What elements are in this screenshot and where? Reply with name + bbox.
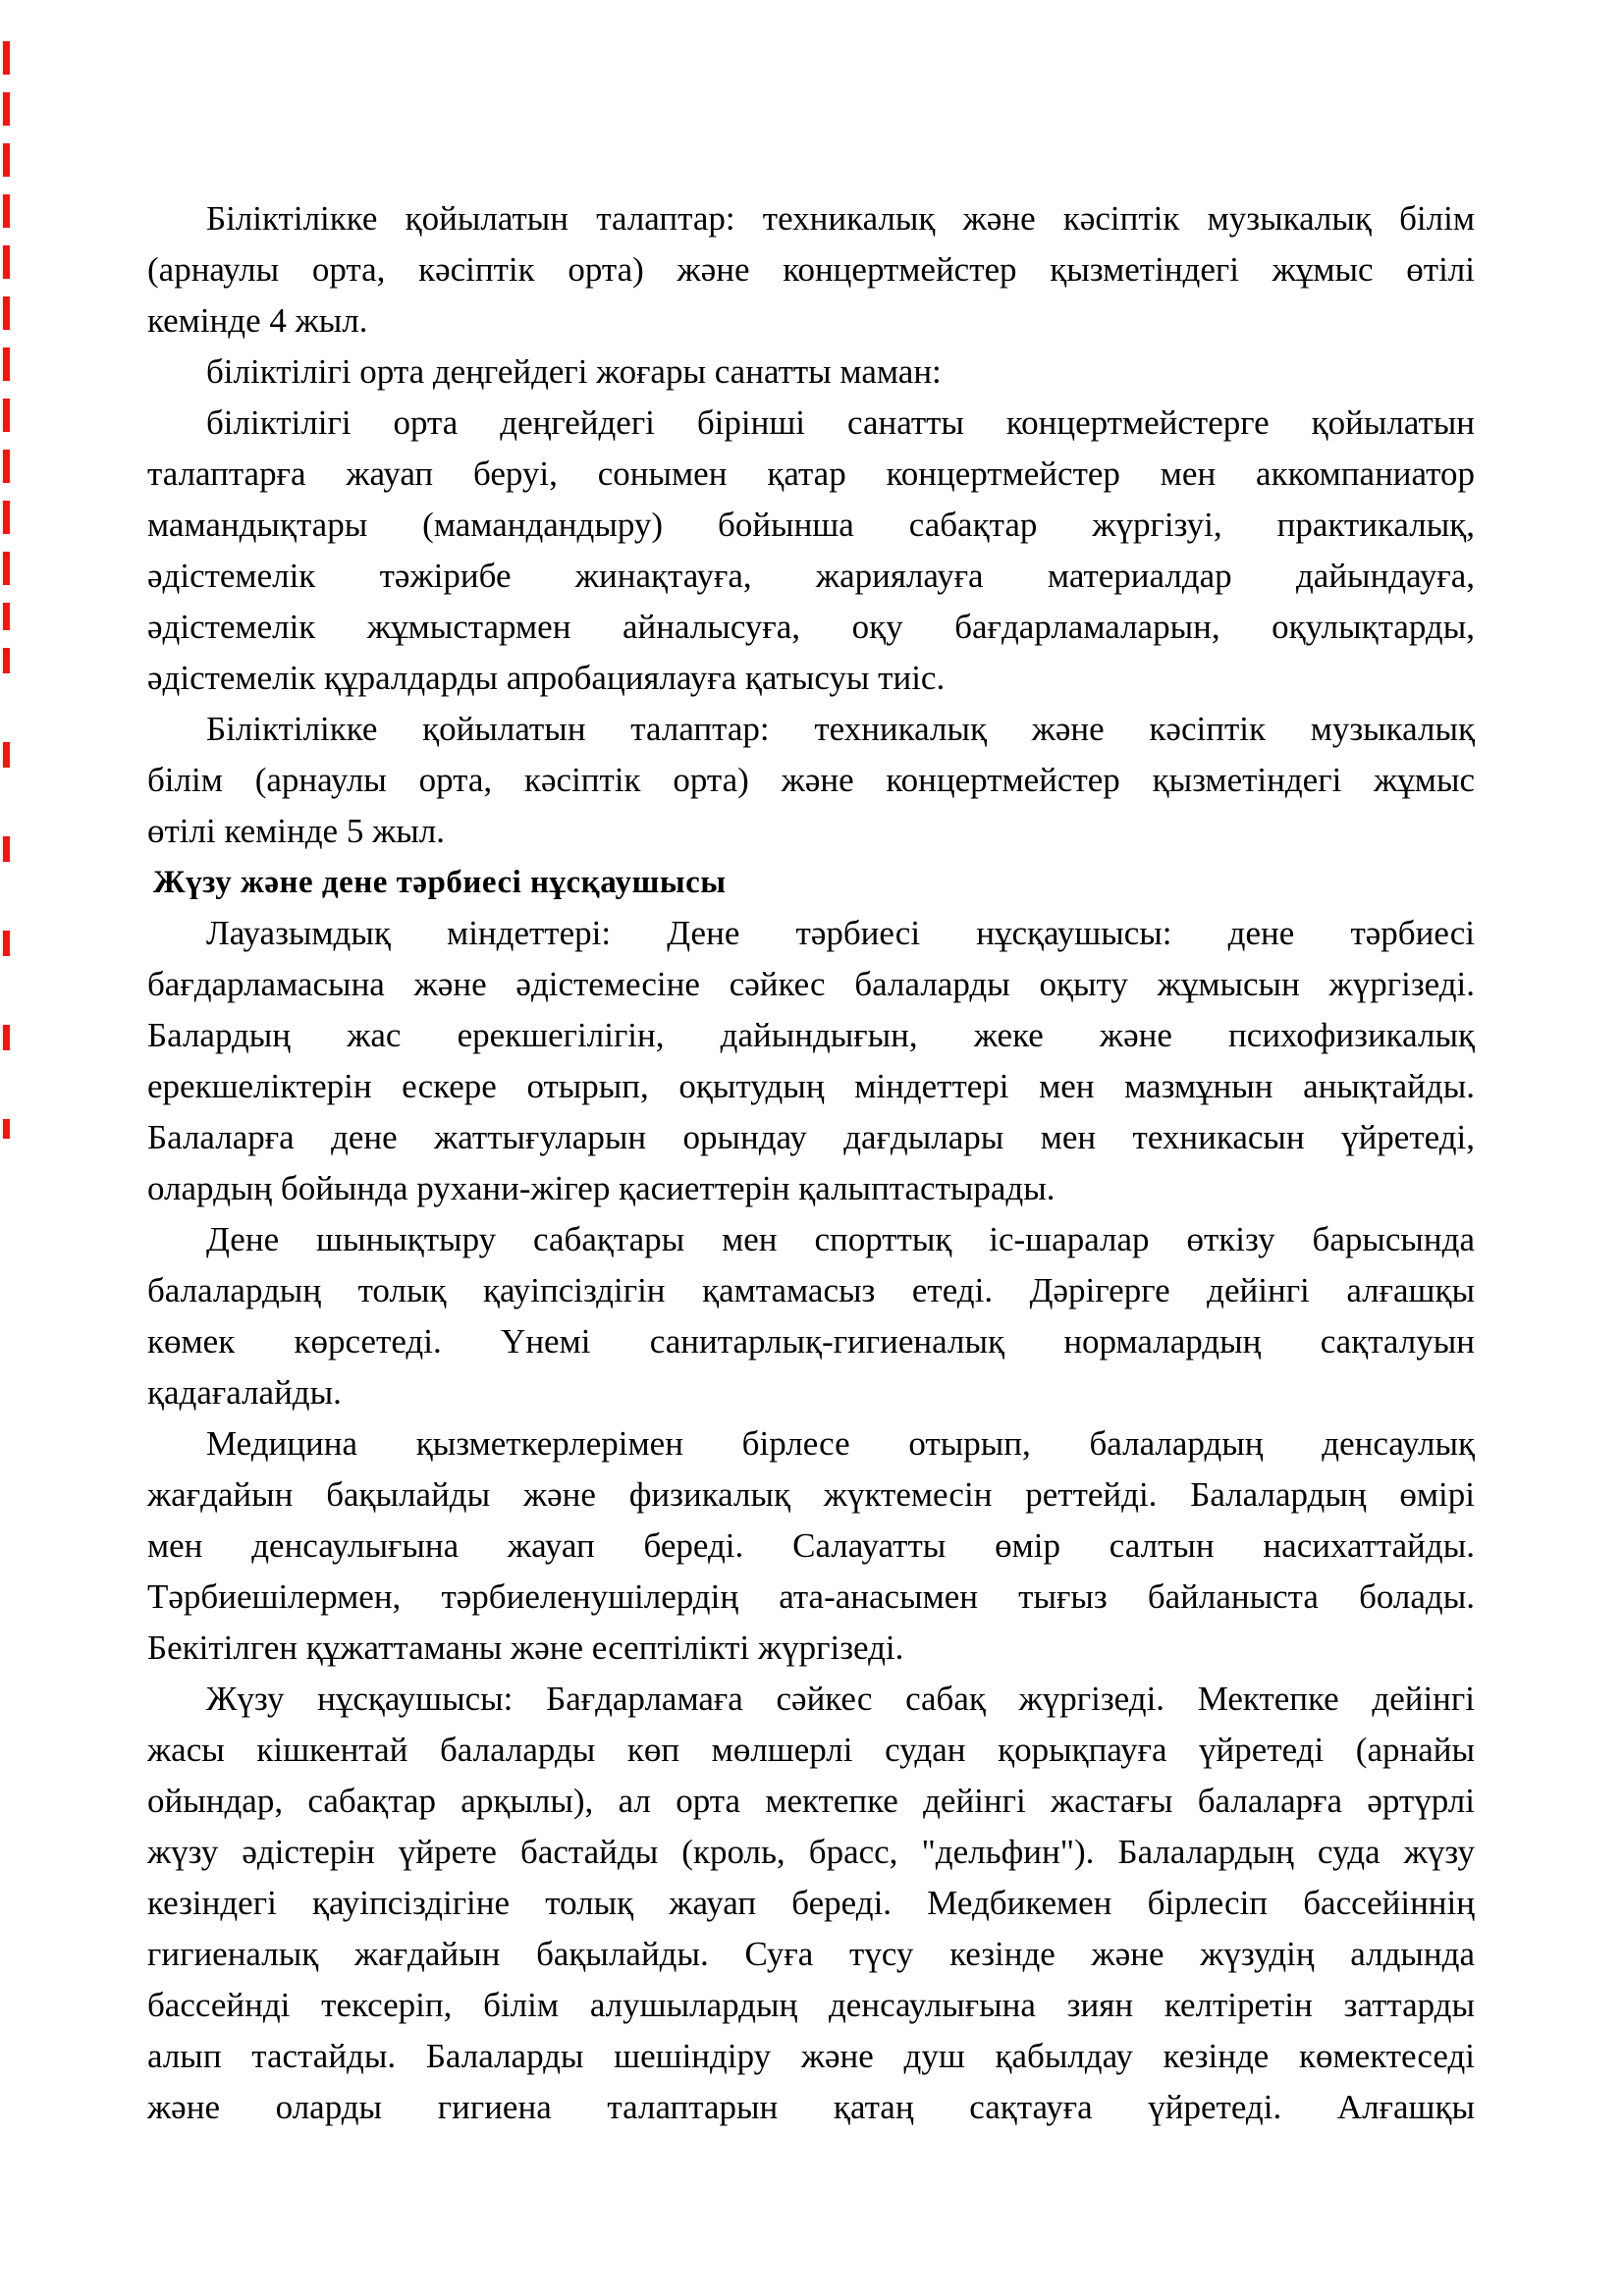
text-line: кемінде 4 жыл. bbox=[147, 301, 368, 340]
text-line: талаптарға жауап беруі, сонымен қатар концертмейстер мен аккомпаниатор bbox=[147, 454, 1475, 493]
document-body bbox=[147, 193, 1475, 2133]
text-line: Дене шынықтыру сабақтары мен спорттық іс-шаралар өткізу барысында bbox=[206, 1220, 1475, 1258]
text-line: және оларды гигиена талаптарын қатаң сақтауға үйретеді. Алғашқы bbox=[147, 2088, 1475, 2126]
text-line: Біліктілікке қойылатын талаптар: техникалық және кәсіптік музыкалық bbox=[206, 710, 1475, 748]
text-line: алып тастайды. Балаларды шешіндіру және душ қабылдау кезінде көмектеседі bbox=[147, 2037, 1475, 2075]
text-line: өтілі кемінде 5 жыл. bbox=[147, 812, 445, 850]
text-line: әдістемелік тәжірибе жинақтауға, жариялауға материалдар дайындауға, bbox=[147, 557, 1475, 595]
text-line: Медицина қызметкерлерімен бірлесе отырып, балалардың денсаулық bbox=[206, 1424, 1475, 1463]
text-line: кезіндегі қауіпсіздігіне толық жауап береді. Медбикемен бірлесіп бассейіннің bbox=[147, 1884, 1475, 1922]
text-line: ерекшеліктерін ескере отырып, оқытудың міндеттері мен мазмұнын анықтайды. bbox=[147, 1067, 1475, 1105]
text-line: Тәрбиешілермен, тәрбиеленушілердің ата-анасымен тығыз байланыста болады. bbox=[147, 1577, 1475, 1616]
text-line: көмек көрсетеді. Үнемі санитарлық-гигиеналық нормалардың сақталуын bbox=[147, 1322, 1475, 1361]
text-line: (арнаулы орта, кәсіптік орта) және концертмейстер қызметіндегі жұмыс өтілі bbox=[147, 250, 1475, 289]
text-line: біліктілігі орта деңгейдегі бірінші санатты концертмейстерге қойылатын bbox=[206, 403, 1475, 442]
text-line: мамандықтары (мамандандыру) бойынша сабақтар жүргізуі, практикалық, bbox=[147, 506, 1475, 544]
text-line: жүзу әдістерін үйрете бастайды (кроль, брасс, "дельфин"). Балалардың суда жүзу bbox=[147, 1833, 1475, 1871]
text-line: Лауазымдық міндеттері: Дене тәрбиесі нұсқаушысы: дене тәрбиесі bbox=[206, 914, 1475, 952]
text-line: Бекітілген құжаттаманы және есептілікті жүргізеді. bbox=[147, 1629, 904, 1667]
text-line: мен денсаулығына жауап береді. Салауатты өмір салтын насихаттайды. bbox=[147, 1526, 1475, 1565]
text-line: жағдайын бақылайды және физикалық жүктемесін реттейді. Балалардың өмірі bbox=[147, 1475, 1475, 1514]
text-line: гигиеналық жағдайын бақылайды. Суға түсу кезінде және жүзудің алдында bbox=[147, 1935, 1475, 1973]
left-margin-scan-marks-top bbox=[3, 41, 10, 630]
text-line: қадағалайды. bbox=[147, 1373, 342, 1412]
text-line: Балаларға дене жаттығуларын орындау дағдылары мен техникасын үйретеді, bbox=[147, 1118, 1475, 1156]
left-margin-scan-marks-bottom bbox=[3, 648, 10, 1139]
text-line: бассейнді тексеріп, білім алушылардың денсаулығына зиян келтіретін заттарды bbox=[147, 1986, 1475, 2024]
section-heading: Жүзу және дене тәрбиесі нұсқаушысы bbox=[153, 865, 727, 900]
text-line: әдістемелік жұмыстармен айналысуға, оқу бағдарламаларын, оқулықтарды, bbox=[147, 608, 1475, 646]
text-line: ойындар, сабақтар арқылы), ал орта мектепке дейінгі жастағы балаларға әртүрлі bbox=[147, 1782, 1475, 1820]
text-line: Біліктілікке қойылатын талаптар: техникалық және кәсіптік музыкалық білім bbox=[206, 199, 1475, 238]
text-line: олардың бойында рухани-жігер қасиеттерін қалыптастырады. bbox=[147, 1169, 1056, 1207]
text-line: бағдарламасына және әдістемесіне сәйкес балаларды оқыту жұмысын жүргізеді. bbox=[147, 965, 1475, 1003]
text-line: Балардың жас ерекшегілігін, дайындығын, жеке және психофизикалық bbox=[147, 1016, 1475, 1054]
text-line: жасы кішкентай балаларды көп мөлшерлі судан қорықпауға үйретеді (арнайы bbox=[147, 1731, 1475, 1769]
text-line: Жүзу нұсқаушысы: Бағдарламаға сәйкес сабақ жүргізеді. Мектепке дейінгі bbox=[206, 1680, 1475, 1718]
text-line: білім (арнаулы орта, кәсіптік орта) және концертмейстер қызметіндегі жұмыс bbox=[147, 761, 1475, 799]
text-line: әдістемелік құралдарды апробациялауға қатысуы тиіс. bbox=[147, 659, 946, 697]
text-line: балалардың толық қауіпсіздігін қамтамасыз етеді. Дәрігерге дейінгі алғашқы bbox=[147, 1271, 1475, 1309]
text-line: біліктілігі орта деңгейдегі жоғары санатты маман: bbox=[206, 352, 942, 391]
